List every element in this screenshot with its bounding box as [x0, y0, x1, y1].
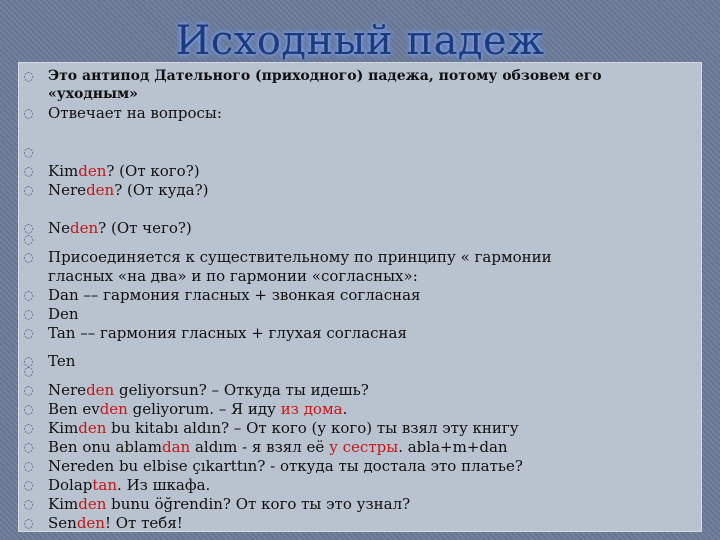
list-item — [22, 362, 692, 382]
text-segment: Tan –– гармония гласных + глухая согласная — [48, 324, 407, 342]
line-text — [48, 67, 602, 86]
list-item — [22, 85, 692, 105]
line-text — [48, 495, 410, 514]
list-item — [22, 230, 692, 250]
highlight-suffix: dan — [161, 438, 191, 456]
highlight-suffix: den — [78, 495, 107, 513]
list-item — [22, 400, 692, 420]
bullet-icon: ◌ — [23, 402, 34, 416]
text-segment: «уходным» — [48, 86, 138, 102]
highlight-suffix: den — [86, 181, 115, 199]
bullet-icon: ◌ — [23, 354, 34, 368]
line-text — [48, 381, 369, 400]
list-item — [22, 324, 692, 344]
text-segment: Kim — [48, 162, 79, 180]
bullet-icon: ◌ — [23, 516, 34, 530]
highlight-suffix: den — [70, 219, 99, 237]
list-item — [22, 438, 692, 458]
text-segment: Nere — [48, 381, 87, 399]
list-item — [22, 381, 692, 401]
line-text — [48, 438, 508, 457]
text-segment: Ten — [48, 352, 76, 370]
text-segment: Dolap — [48, 476, 93, 494]
bullet-icon: ◌ — [23, 106, 34, 120]
highlight-suffix: den — [99, 400, 128, 418]
text-segment: bunu öğrendin? От кого ты это узнал? — [106, 495, 411, 513]
line-text — [48, 104, 222, 123]
text-segment: Ne — [48, 219, 71, 237]
text-segment: Nere — [48, 181, 87, 199]
bullet-icon: ◌ — [23, 164, 34, 178]
text-segment: Kim — [48, 419, 79, 437]
text-segment: geliyorsun? – Откуда ты идешь? — [114, 381, 369, 399]
bullet-icon: ◌ — [23, 250, 34, 264]
text-segment: . abla+m+dan — [398, 438, 508, 456]
line-text — [48, 181, 209, 200]
text-segment: гласных «на два» и по гармонии «согласных»: — [48, 267, 418, 285]
list-item — [22, 181, 692, 201]
bullet-icon: ◌ — [23, 364, 34, 378]
text-segment: . — [342, 400, 348, 418]
bullet-icon: ◌ — [23, 440, 34, 454]
line-text — [48, 305, 79, 324]
line-text — [48, 267, 418, 286]
slide-title: Исходный падеж — [175, 18, 545, 64]
list-item — [22, 67, 692, 87]
highlight-suffix: из дома — [280, 400, 343, 418]
bullet-icon: ◌ — [23, 307, 34, 321]
line-text — [48, 85, 138, 104]
bullet-icon: ◌ — [23, 478, 34, 492]
line-text — [48, 514, 183, 533]
bullet-icon: ◌ — [23, 497, 34, 511]
bullet-icon: ◌ — [23, 459, 34, 473]
list-item — [22, 162, 692, 182]
bullet-icon: ◌ — [23, 221, 34, 235]
bullet-icon: ◌ — [23, 383, 34, 397]
bullet-icon: ◌ — [23, 288, 34, 302]
text-segment: aldım - я взял её — [190, 438, 330, 456]
list-item — [22, 248, 692, 268]
text-segment: bu kitabı aldın? – От кого (у кого) ты взял эту книгу — [106, 419, 519, 437]
list-item — [22, 267, 692, 287]
bullet-icon: ◌ — [23, 232, 34, 246]
list-item — [22, 495, 692, 515]
text-segment: . Из шкафа. — [117, 476, 211, 494]
text-segment: Nereden bu elbise çıkarttın? - откуда ты достала это платье? — [48, 457, 523, 475]
line-text — [48, 286, 421, 305]
list-item — [22, 457, 692, 477]
list-item — [22, 286, 692, 306]
highlight-suffix: den — [78, 162, 107, 180]
bullet-icon: ◌ — [23, 326, 34, 340]
line-text — [48, 248, 552, 267]
list-item — [22, 305, 692, 325]
line-text — [48, 324, 407, 343]
highlight-suffix: tan — [92, 476, 118, 494]
line-text — [48, 457, 523, 476]
line-text — [48, 476, 210, 495]
highlight-suffix: den — [86, 381, 115, 399]
bullet-icon: ◌ — [23, 421, 34, 435]
text-segment: ? (От чего?) — [98, 219, 192, 237]
line-text — [48, 419, 519, 438]
highlight-suffix: den — [76, 514, 105, 532]
line-text — [48, 400, 347, 419]
text-segment: geliyorum. – Я иду — [127, 400, 281, 418]
text-segment: ! От тебя! — [104, 514, 183, 532]
line-text — [48, 162, 200, 181]
text-segment: Den — [48, 305, 79, 323]
text-segment: ? (От кого?) — [106, 162, 200, 180]
text-segment: Ben ev — [48, 400, 100, 418]
bullet-icon: ◌ — [23, 183, 34, 197]
list-item — [22, 419, 692, 439]
text-segment: Отвечает на вопросы: — [48, 104, 222, 122]
highlight-suffix: den — [78, 419, 107, 437]
highlight-suffix: у сестры — [329, 438, 399, 456]
text-segment: Это антипод Дательного (приходного) падежа, потому обзовем его — [48, 68, 602, 84]
list-item — [22, 104, 692, 124]
text-segment: ? (От куда?) — [114, 181, 209, 199]
text-segment: Dan –– гармония гласных + звонкая согласная — [48, 286, 421, 304]
list-item — [22, 514, 692, 534]
text-segment: Присоединяется к существительному по принципу « гармонии — [48, 248, 552, 266]
text-segment: Ben onu ablam — [48, 438, 162, 456]
bullet-icon: ◌ — [23, 69, 34, 83]
bullet-icon: ◌ — [23, 145, 34, 159]
text-segment: Sen — [48, 514, 77, 532]
list-item — [22, 143, 692, 163]
text-segment: Kim — [48, 495, 79, 513]
list-item — [22, 476, 692, 496]
